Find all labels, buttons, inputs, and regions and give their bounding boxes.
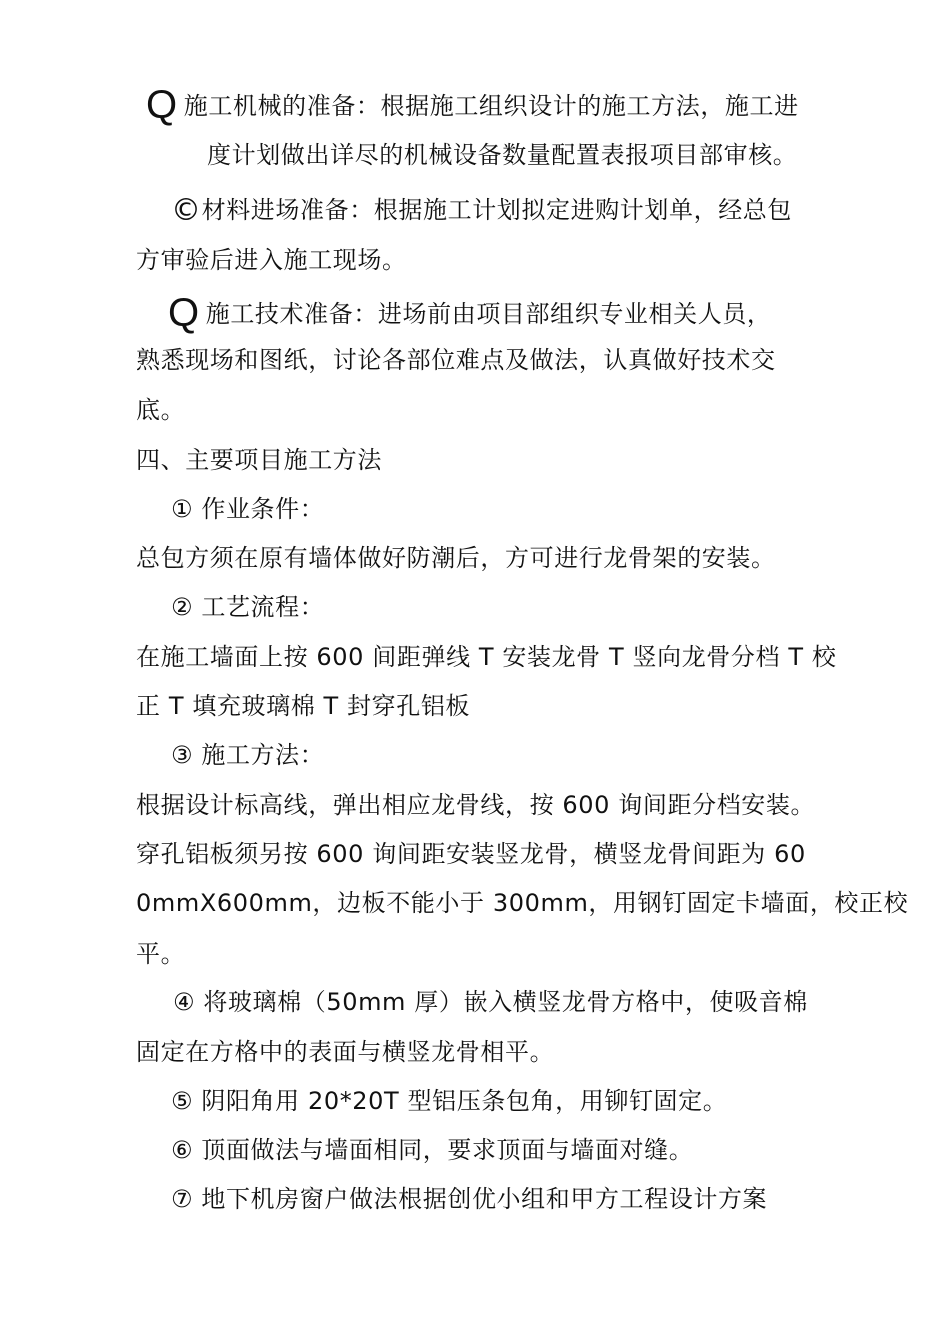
item-text: 在施工墙面上按 600 间距弹线 T 安装龙骨 T 竖向龙骨分档 T 校 — [136, 643, 837, 671]
item-text: ⑦ 地下机房窗户做法根据创优小组和甲方工程设计方案 — [171, 1185, 768, 1213]
item-text: 0mmX600mm，边板不能小于 300mm，用钢钉固定卡墙面，校正校 — [136, 889, 909, 917]
item-label: ② 工艺流程： — [171, 593, 325, 621]
item-label: ① 作业条件： — [171, 495, 325, 523]
item-text: ⑤ 阴阳角用 20*20T 型铝压条包角，用铆钉固定。 — [171, 1087, 728, 1115]
item-text: 根据设计标高线，弹出相应龙骨线，按 600 询间距分档安装。 — [136, 791, 816, 819]
paragraph-line — [168, 293, 772, 333]
text-line: 施工技术准备：进场前由项目部组织专业相关人员， — [205, 300, 772, 328]
paragraph-line: 度计划做出详尽的机械设备数量配置表报项目部审核。 — [207, 141, 798, 169]
item-text: 穿孔铝板须另按 600 询间距安装竖龙骨，横竖龙骨间距为 60 — [136, 840, 806, 868]
paragraph-line — [171, 195, 792, 226]
copyright-marker-icon: © — [171, 193, 202, 228]
item-text: ④ 将玻璃棉（50mm 厚）嵌入横竖龙骨方格中，使吸音棉 — [173, 988, 808, 1016]
paragraph-line: 熟悉现场和图纸，讨论各部位难点及做法，认真做好技术交 — [136, 346, 776, 374]
item-label: ③ 施工方法： — [171, 741, 325, 769]
item-text: 正 T 填充玻璃棉 T 封穿孔铝板 — [136, 692, 471, 720]
q-marker-icon: Q — [146, 83, 178, 127]
text-line: 材料进场准备：根据施工计划拟定进购计划单，经总包 — [201, 196, 793, 224]
section-heading: 四、主要项目施工方法 — [136, 446, 382, 474]
item-text: 固定在方格中的表面与横竖龙骨相平。 — [136, 1038, 555, 1066]
paragraph-line: 底。 — [136, 396, 186, 424]
paragraph-line — [146, 85, 799, 125]
text-line: 施工机械的准备：根据施工组织设计的施工方法，施工进 — [183, 92, 799, 120]
item-text: 平。 — [136, 940, 186, 968]
item-text: ⑥ 顶面做法与墙面相同，要求顶面与墙面对缝。 — [171, 1136, 694, 1164]
paragraph-line: 方审验后进入施工现场。 — [136, 246, 407, 274]
item-text: 总包方须在原有墙体做好防潮后，方可进行龙骨架的安装。 — [136, 544, 776, 572]
q-marker-icon: Q — [168, 291, 200, 335]
